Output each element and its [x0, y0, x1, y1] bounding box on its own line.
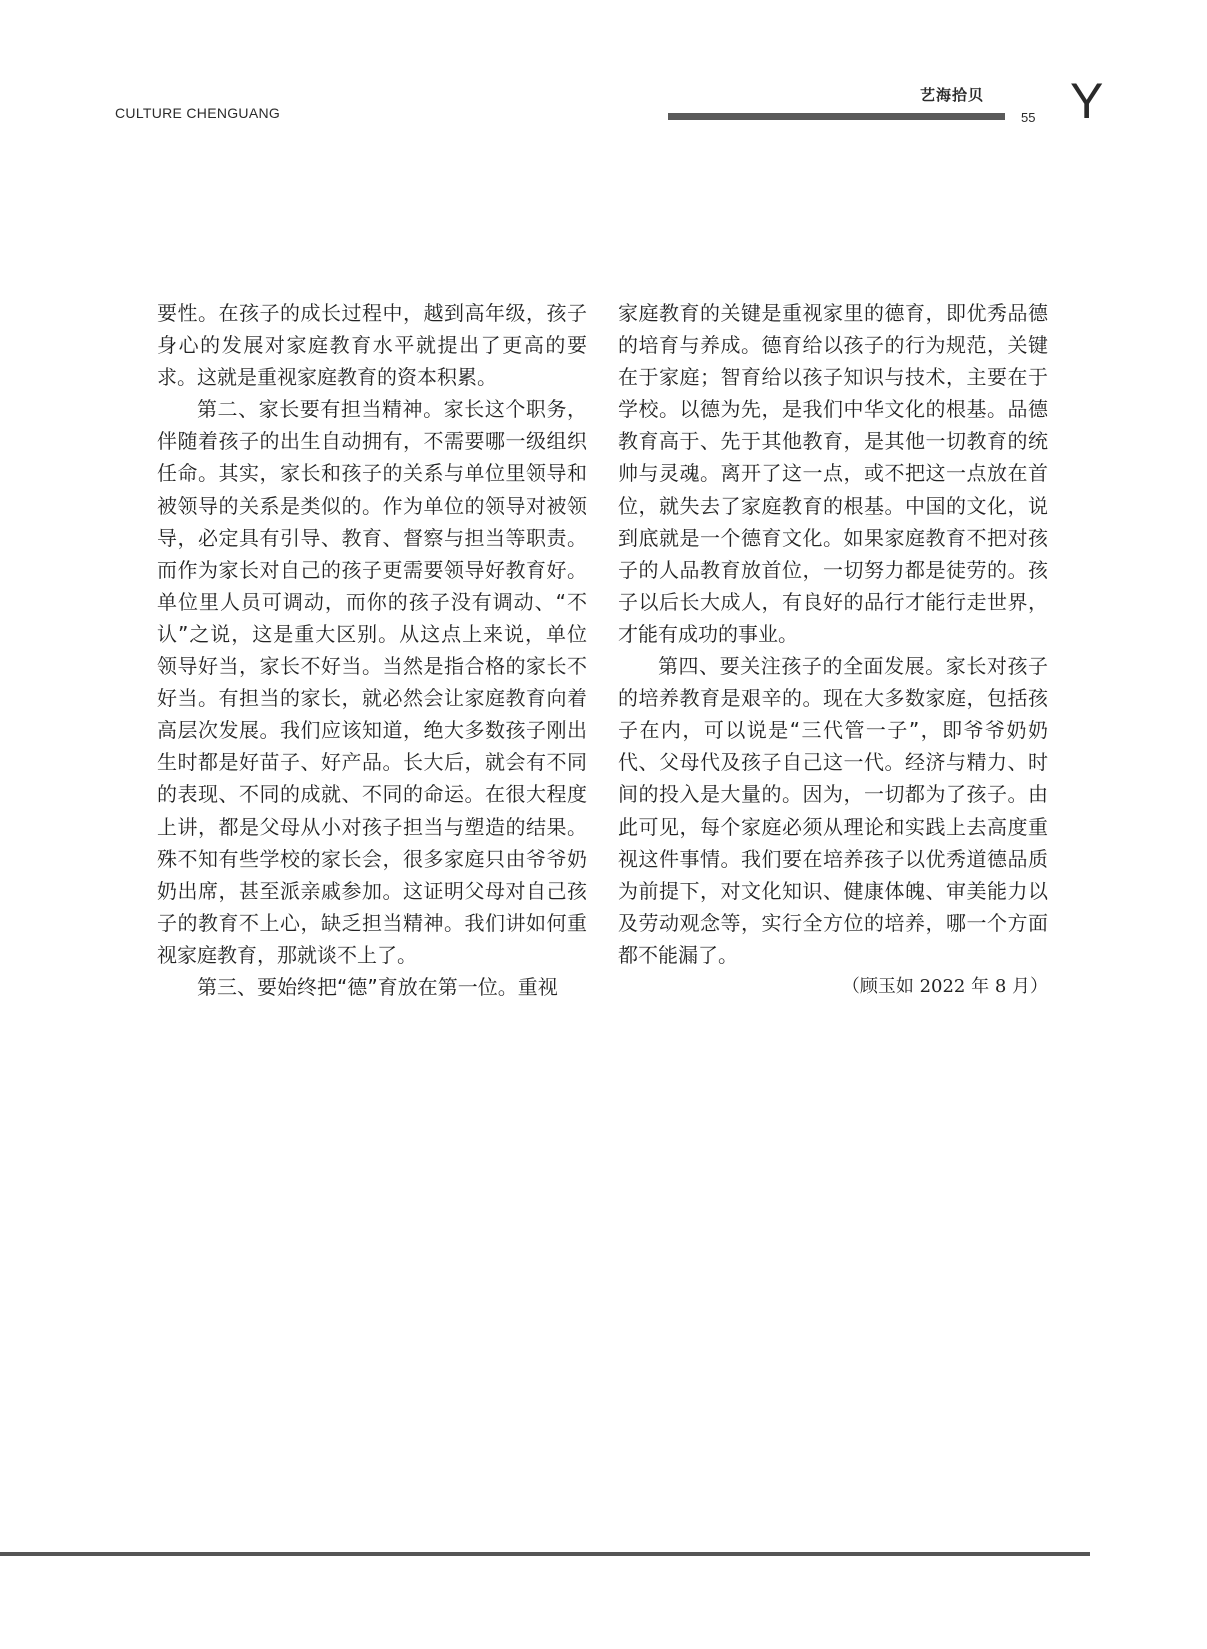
magazine-title: CULTURE CHENGUANG	[115, 105, 281, 121]
author-signature: （顾玉如 2022 年 8 月）	[841, 975, 1048, 997]
section-title: 艺海拾贝	[920, 86, 985, 104]
article-left-column	[157, 297, 587, 1003]
section-letter-logo: Y	[1070, 73, 1104, 129]
paragraph: 第三、要始终把“德”育放在第一位。重视	[197, 974, 558, 999]
paragraph: 家庭教育的关键是重视家里的德育，即优秀品德的培育与养成。德育给以孩子的行为规范，关键在于家庭；智育给以孩子知识与技术，主要在于学校。以德为先，是我们中华文化的根基。品德教育高于、先于其他教育，是其他一切教育的统帅与灵魂。离开了这一点，或不把这一点放在首位，就失去了家庭教育的根基。中国的文化，说到底就是一个德育文化。如果家庭教育不把对孩子的人品教育放首位，一切努力都是徒劳的。孩子以后长大成人，有良好的品行才能行走世界，才能有成功的事业。	[618, 301, 1048, 646]
paragraph: 第二、家长要有担当精神。家长这个职务，伴随着孩子的出生自动拥有，不需要哪一级组织任命。其实，家长和孩子的关系与单位里领导和被领导的关系是类似的。作为单位的领导对被领导，必定具有引导、教育、督察与担当等职责。而作为家长对自己的孩子更需要领导好教育好。单位里人员可调动，而你的孩子没有调动、“不认”之说，这是重大区别。从这点上来说，单位领导好当，家长不好当。当然是指合格的家长不好当。有担当的家长，就必然会让家庭教育向着高层次发展。我们应该知道，绝大多数孩子刚出生时都是好苗子、好产品。长大后，就会有不同的表现、不同的成就、不同的命运。在很大程度上讲，都是父母从小对孩子担当与塑造的结果。殊不知有些学校的家长会，很多家庭只由爷爷奶奶出席，甚至派亲戚参加。这证明父母对自己孩子的教育不上心，缺乏担当精神。我们讲如何重视家庭教育，那就谈不上了。	[157, 397, 587, 967]
header-rule	[668, 113, 1005, 120]
page-number: 55	[1021, 110, 1036, 125]
paragraph: 要性。在孩子的成长过程中，越到高年级，孩子身心的发展对家庭教育水平就提出了更高的要求。这就是重视家庭教育的资本积累。	[157, 301, 587, 390]
article-right-column	[618, 297, 1048, 1001]
footer-rule	[0, 1552, 1090, 1556]
paragraph: 第四、要关注孩子的全面发展。家长对孩子的培养教育是艰辛的。现在大多数家庭，包括孩子在内，可以说是“三代管一子”，即爷爷奶奶代、父母代及孩子自己这一代。经济与精力、时间的投入是大量的。因为，一切都为了孩子。由此可见，每个家庭必须从理论和实践上去高度重视这件事情。我们要在培养孩子以优秀道德品质为前提下，对文化知识、健康体魄、审美能力以及劳动观念等，实行全方位的培养，哪一个方面都不能漏了。	[618, 654, 1048, 967]
